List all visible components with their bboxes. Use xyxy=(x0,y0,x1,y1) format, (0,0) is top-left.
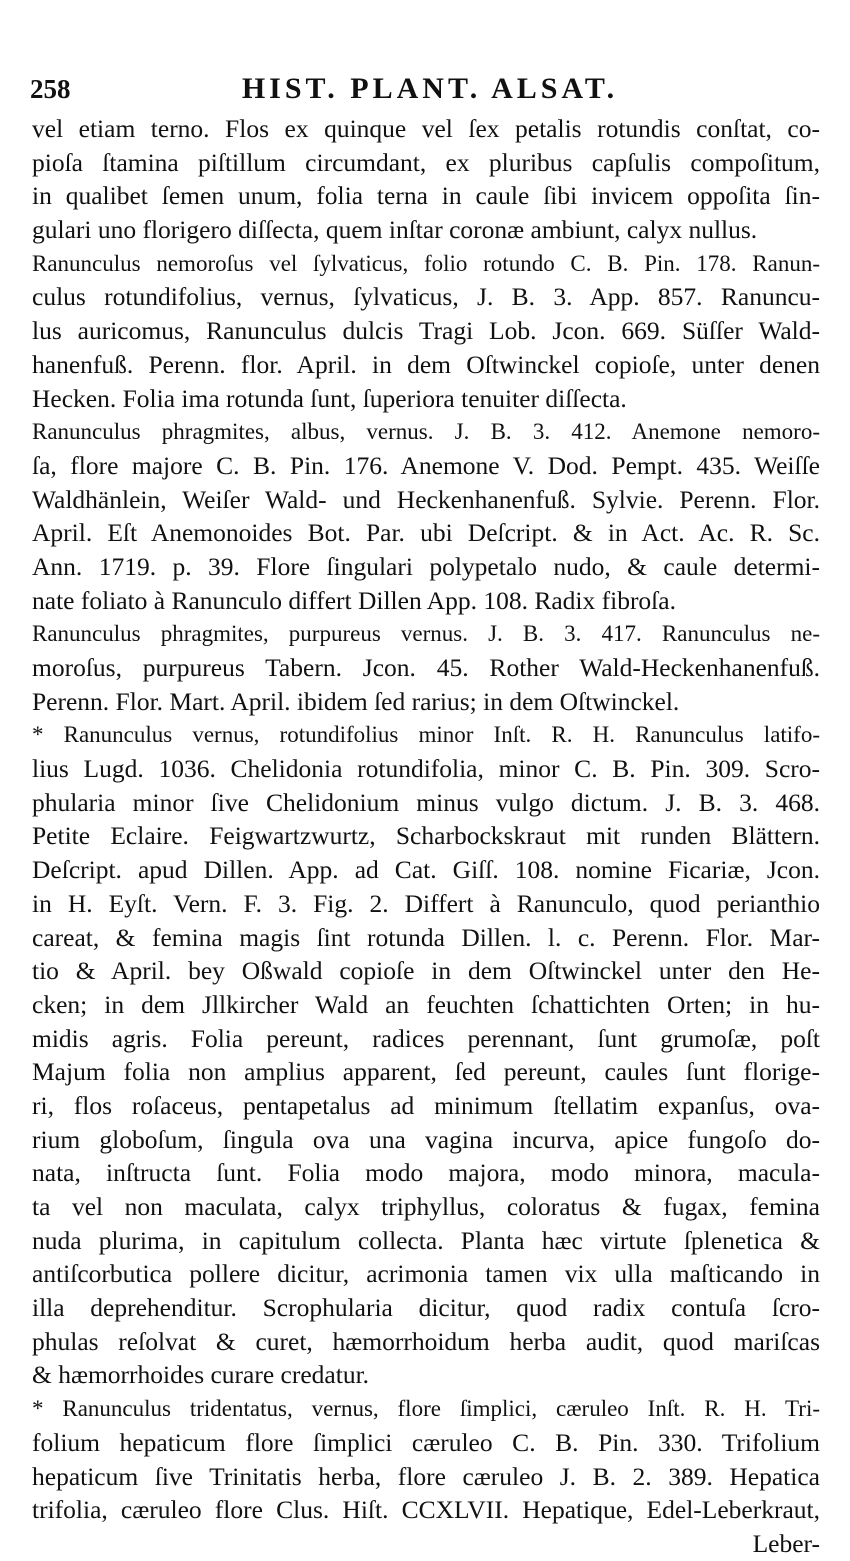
text-line: Ranunculus phragmites, albus, vernus. J. B. 3. 412. Anemone nemoro- xyxy=(32,419,820,445)
text-line: careat, & femina magis ſint rotunda Dillen. l. c. Perenn. Flor. Mar- xyxy=(32,922,820,952)
text-line: Ranunculus nemoroſus vel ſylvaticus, folio rotundo C. B. Pin. 178. Ranun- xyxy=(32,250,820,276)
text-line: Deſcript. apud Dillen. App. ad Cat. Giſſ. 108. nomine Ficariæ, Jcon. xyxy=(32,855,820,885)
text-line: illa deprehenditur. Scrophularia dicitur, quod radix contuſa ſcro- xyxy=(32,1293,820,1323)
text-line: phulas reſolvat & curet, hæmorrhoidum herba audit, quod mariſcas xyxy=(32,1326,820,1356)
text-line: Perenn. Flor. Mart. April. ibidem ſed rarius; in dem Oſtwinckel. xyxy=(32,686,680,716)
text-line: nata, inſtructa ſunt. Folia modo majora, modo minora, macula- xyxy=(32,1158,820,1188)
text-line: ri, flos roſaceus, pentapetalus ad minimum ſtellatim expanſus, ova- xyxy=(32,1090,820,1120)
text-line: antiſcorbutica pollere dicitur, acrimonia tamen vix ulla maſticando in xyxy=(32,1259,820,1289)
running-title: HIST. PLANT. ALSAT. xyxy=(241,72,619,105)
text-line: tio & April. bey Oßwald copioſe in dem Oſtwinckel unter den He- xyxy=(32,956,820,986)
text-line: nuda plurima, in capitulum collecta. Planta hæc virtute ſplenetica & xyxy=(32,1225,820,1255)
text-line: hanenfuß. Perenn. flor. April. in dem Oſtwinckel copioſe, unter denen xyxy=(32,349,820,379)
text-line: trifolia, cæruleo flore Clus. Hiſt. CCXLVII. Hepatique, Edel-Leberkraut, xyxy=(32,1495,820,1525)
text-line: vel etiam terno. Flos ex quinque vel ſex petalis rotundis conſtat, co- xyxy=(32,114,820,143)
text-line: moroſus, purpureus Tabern. Jcon. 45. Rother Wald-Heckenhanenfuß. xyxy=(32,653,820,682)
text-line: Waldhänlein, Weiſer Wald- und Heckenhanenfuß. Sylvie. Perenn. Flor. xyxy=(32,484,820,514)
text-line: gulari uno florigero diſſecta, quem inſtar coronæ ambiunt, calyx nullus. xyxy=(32,215,758,245)
text-line: April. Eſt Anemonoides Bot. Par. ubi Deſcript. & in Act. Ac. R. Sc. xyxy=(32,518,820,548)
text-line: nate foliato à Ranunculo differt Dillen App. 108. Radix fibroſa. xyxy=(32,585,676,615)
text-line: midis agris. Folia pereunt, radices perennant, ſunt grumoſæ, poſt xyxy=(32,1023,820,1053)
text-line: Ann. 1719. p. 39. Flore ſingulari polypetalo nudo, & caule determi- xyxy=(32,551,820,581)
text-line: hepaticum ſive Trinitatis herba, flore cæruleo J. B. 2. 389. Hepatica xyxy=(32,1461,820,1491)
page-header xyxy=(30,64,830,114)
text-line: culus rotundifolius, vernus, ſylvaticus, J. B. 3. App. 857. Ranuncu- xyxy=(32,282,820,312)
text-line: * Ranunculus vernus, rotundifolius minor Inſt. R. H. Ranunculus latifo- xyxy=(32,722,820,748)
text-line: ta vel non maculata, calyx triphyllus, coloratus & fugax, femina xyxy=(32,1192,820,1221)
text-line: rium globoſum, ſingula ova una vagina incurva, apice fungoſo do- xyxy=(32,1124,820,1154)
page-number: 258 xyxy=(30,74,71,104)
catchword: Leber- xyxy=(752,1528,820,1558)
text-line: Ranunculus phragmites, purpureus vernus. J. B. 3. 417. Ranunculus ne- xyxy=(32,621,820,647)
text-line: Hecken. Folia ima rotunda ſunt, ſuperiora tenuiter diſſecta. xyxy=(32,383,627,413)
body-text xyxy=(32,112,820,1561)
text-line: lius Lugd. 1036. Chelidonia rotundifolia, minor C. B. Pin. 309. Scro- xyxy=(32,754,820,784)
text-line: in H. Eyſt. Vern. F. 3. Fig. 2. Differt à Ranunculo, quod perianthio xyxy=(32,888,820,918)
text-line: phularia minor ſive Chelidonium minus vulgo dictum. J. B. 3. 468. xyxy=(32,787,820,817)
text-line: Petite Eclaire. Feigwartzwurtz, Scharbockskraut mit runden Blättern. xyxy=(32,821,820,851)
text-line: cken; in dem Jllkircher Wald an feuchten ſchattichten Orten; in hu- xyxy=(32,989,820,1019)
text-line: & hæmorrhoides curare credatur. xyxy=(32,1360,370,1390)
text-line: * Ranunculus tridentatus, vernus, flore ſimplici, cæruleo Inſt. R. H. Tri- xyxy=(32,1396,820,1422)
text-line: lus auricomus, Ranunculus dulcis Tragi Lob. Jcon. 669. Süſſer Wald- xyxy=(32,316,820,346)
text-line: Majum folia non amplius apparent, ſed pereunt, caules ſunt florige- xyxy=(32,1057,820,1087)
text-line: in qualibet ſemen unum, folia terna in caule ſibi invicem oppoſita ſin- xyxy=(32,181,820,211)
text-line: ſa, flore majore C. B. Pin. 176. Anemone V. Dod. Pempt. 435. Weiſſe xyxy=(32,450,820,480)
text-line: pioſa ſtamina piſtillum circumdant, ex pluribus capſulis compoſitum, xyxy=(32,147,820,177)
text-line: folium hepaticum flore ſimplici cæruleo C. B. Pin. 330. Trifolium xyxy=(32,1427,820,1457)
